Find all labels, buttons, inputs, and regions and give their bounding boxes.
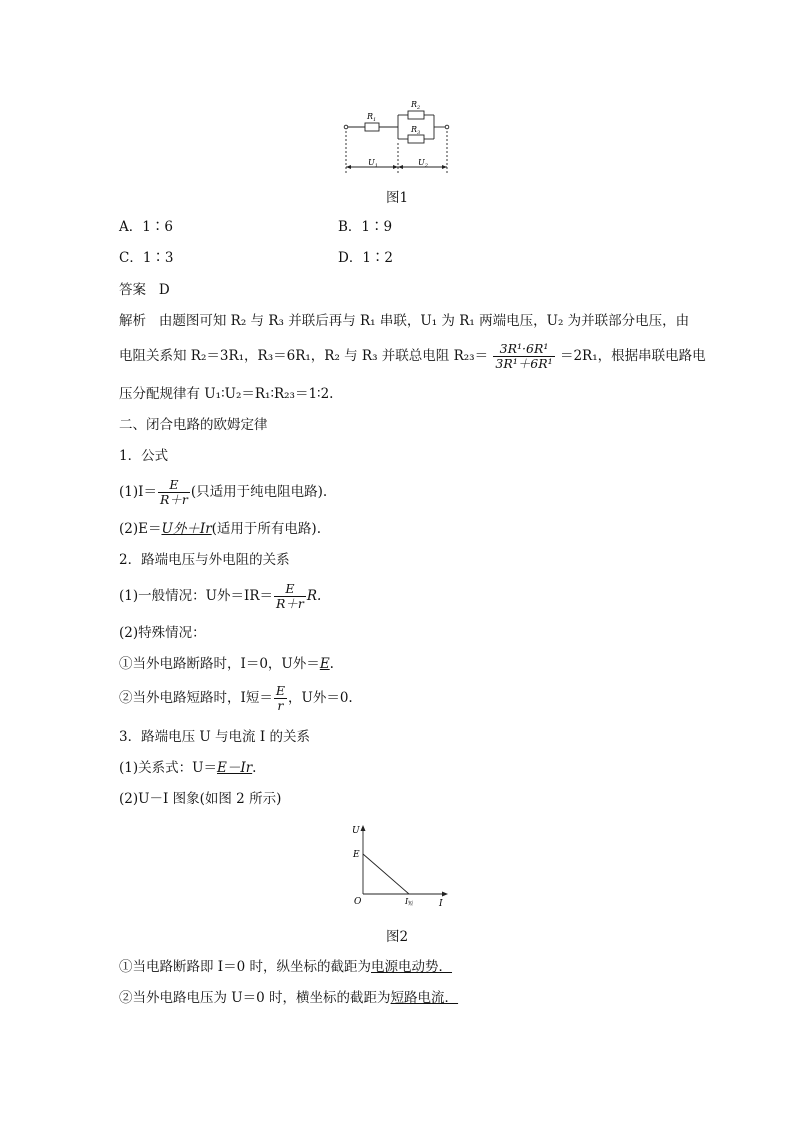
note-2 xyxy=(119,989,458,1007)
y-axis-arrow xyxy=(361,825,366,831)
label-r1: $R_1$ xyxy=(367,112,377,123)
formula-1 xyxy=(119,478,327,507)
note-1-blank: 电源电动势． xyxy=(371,959,453,975)
x-axis-label: I xyxy=(439,899,443,909)
formula-1-note: (只适用于纯电阻电路). xyxy=(190,484,328,500)
resistor-r1 xyxy=(365,123,379,131)
special-case-open-end: . xyxy=(329,656,334,672)
special-case-short-fraction xyxy=(274,684,287,713)
option-b: B．1∶9 xyxy=(338,219,393,235)
option-c: C．1∶3 xyxy=(119,250,174,266)
note-2-blank: 短路电流． xyxy=(390,990,459,1006)
note-2-text: ②当外电路电压为 U＝0 时，横坐标的截距为 xyxy=(119,990,391,1006)
answer-line xyxy=(119,281,170,299)
general-case xyxy=(119,582,321,611)
label-u1: $U_1$ xyxy=(368,158,378,169)
special-case-short-text: ②当外电路短路时，I短＝ xyxy=(119,690,273,706)
fraction-numerator: 3R¹·6R¹ xyxy=(493,342,554,357)
formula-2-blank: U外＋Ir xyxy=(161,521,212,537)
intercept-e-label: E xyxy=(353,850,360,860)
resistor-r2 xyxy=(408,111,424,119)
special-case-short-den: r xyxy=(277,698,284,713)
answer-label: 答案 xyxy=(119,282,146,298)
intercept-i-label: I短 xyxy=(405,897,414,907)
relation-formula-blank: E－Ir xyxy=(217,760,253,776)
graph-intro: (2)U－I 图象(如图 2 所示) xyxy=(119,791,282,807)
ui-graph-figure2 xyxy=(345,822,455,912)
resistor-r3 xyxy=(408,135,424,143)
relation-formula-lhs: (1)关系式：U＝ xyxy=(119,760,218,776)
general-case-fraction xyxy=(274,582,306,611)
label-r3: $R_3$ xyxy=(411,125,421,136)
special-case-short-num: E xyxy=(275,683,285,698)
special-case-short-end: ，U外＝0. xyxy=(287,690,353,706)
general-case-lhs: (1)一般情况：U外＝IR＝ xyxy=(119,588,273,604)
note-1-text: ①当电路断路即 I＝0 时，纵坐标的截距为 xyxy=(119,959,372,975)
analysis-line-1 xyxy=(119,312,689,330)
general-case-num: E xyxy=(274,582,306,597)
relation-heading: 2．路端电压与外电阻的关系 xyxy=(119,552,290,568)
analysis-fraction xyxy=(493,342,554,371)
answer-value: D xyxy=(158,282,170,298)
option-d: D．1∶2 xyxy=(338,250,394,266)
formula-2-note: (适用于所有电路). xyxy=(211,521,321,537)
circuit-diagram-figure1 xyxy=(340,95,460,180)
special-case-open xyxy=(119,655,334,673)
formula-1-fraction xyxy=(158,478,190,507)
figure2-caption: 图2 xyxy=(386,929,409,945)
formula-1-lhs: (1)I＝ xyxy=(119,484,157,500)
ui-line xyxy=(363,854,409,894)
figure1-caption: 图1 xyxy=(386,190,409,206)
y-axis-label: U xyxy=(352,826,360,836)
special-case-open-blank: E xyxy=(319,656,330,672)
analysis-text-1: 由题图可知 R₂ 与 R₃ 并联后再与 R₁ 串联，U₁ 为 R₁ 两端电压，U₂ 为并联部分电压，由 xyxy=(158,313,690,329)
general-case-den: R＋r xyxy=(276,596,304,611)
special-case-heading: (2)特殊情况： xyxy=(119,625,206,641)
analysis-line-2 xyxy=(119,342,706,371)
left-terminal xyxy=(344,125,348,129)
formula-1-den: R＋r xyxy=(159,492,188,507)
analysis-line-3: 压分配规律有 U₁∶U₂＝R₁∶R₂₃＝1∶2. xyxy=(119,386,334,402)
relation-formula xyxy=(119,759,256,777)
analysis-text-2a: 电阻关系知 R₂＝3R₁，R₃＝6R₁，R₂ 与 R₃ 并联总电阻 R₂₃＝ xyxy=(119,348,489,364)
label-r2: $R_2$ xyxy=(411,100,421,111)
relation-formula-end: . xyxy=(252,760,257,776)
section-heading: 二、闭合电路的欧姆定律 xyxy=(119,417,268,433)
fraction-denominator: 3R¹＋6R¹ xyxy=(495,356,553,371)
special-case-open-text: ①当外电路断路时，I＝0，U外＝ xyxy=(119,656,320,672)
ui-heading: 3．路端电压 U 与电流 I 的关系 xyxy=(119,729,310,745)
formula-1-num: E xyxy=(158,478,190,493)
formula-2-lhs: (2)E＝ xyxy=(119,521,162,537)
origin-label: O xyxy=(354,897,362,907)
label-u2: $U_2$ xyxy=(418,158,428,169)
formula-2 xyxy=(119,520,321,538)
general-case-tail: R. xyxy=(306,588,322,604)
formula-heading: 1．公式 xyxy=(119,448,169,464)
analysis-label: 解析 xyxy=(119,313,146,329)
note-1 xyxy=(119,958,452,976)
analysis-text-2b: ＝2R₁，根据串联电路电 xyxy=(559,348,706,364)
special-case-short xyxy=(119,684,353,713)
x-axis-arrow xyxy=(442,892,448,897)
right-terminal xyxy=(445,125,449,129)
option-a: A．1∶6 xyxy=(119,219,173,235)
